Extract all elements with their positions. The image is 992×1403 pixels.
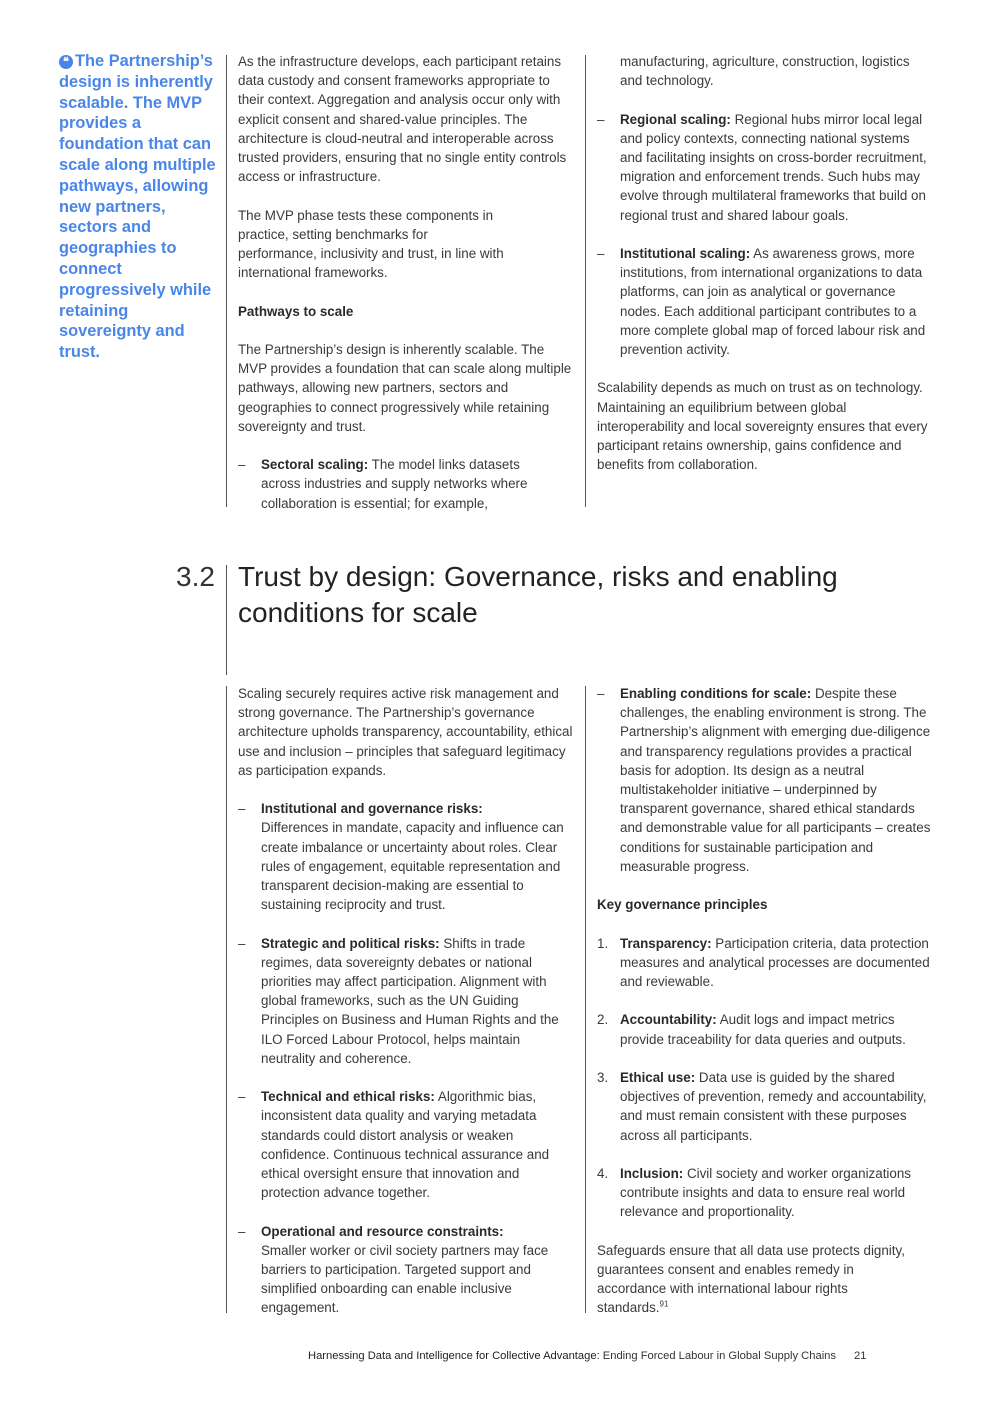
principle-title: Transparency: [620,935,712,951]
top-left-column [238,52,576,513]
paragraph: The MVP phase tests these components in practice, setting benchmarks for performance, inclusivity and trust, in line with international frameworks. [238,207,504,281]
bottom-right-column [597,684,935,1318]
footer-subtitle: Ending Forced Labour in Global Supply Chains [599,1350,836,1362]
section-title: Trust by design: Governance, risks and enabling conditions for scale [238,561,838,628]
bullet-marker: – [238,801,246,817]
bullet-marker: – [597,111,605,127]
paragraph-text: Safeguards ensure that all data use protects dignity, guarantees consent and enables remedy in accordance with international labour rights standards. [597,1242,905,1316]
principle-text: Civil society and worker organizations contribute insights and data to ensure real world relevance and proportionality. [620,1166,911,1220]
principle-item [597,1068,935,1145]
bullet-marker: – [597,246,605,261]
principle-text: Data use is guided by the shared objectives of prevention, remedy and accountability, and must remain consistent with these purposes across all participants. [620,1070,927,1143]
bullet-item [597,244,935,359]
risk-item [238,1222,581,1318]
bullet-text: Regional hubs mirror local legal and policy contexts, connecting national systems and facilitating insights on cross-border recruitment, migration and enforcement trends. Such hubs may evolve through multilateral frameworks that build on regional trust and shared labour goals. [620,111,927,223]
bullet-item [238,455,561,513]
footnote-ref[interactable]: 91 [659,1299,669,1309]
bullet-text: The model links datasets across industries and supply networks where collaboration is essential; for example, [261,457,528,511]
bullet-continuation [597,52,910,90]
paragraph: As the infrastructure develops, each participant retains data custody and consent frameworks appropriate to their context. Aggregation and analysis occur only with explicit consent and shared-value principles. The architecture is cloud-neutral and interoperable across trusted providers, ensuring that no single entity controls access or infrastructure. [238,54,567,185]
footer-title: Harnessing Data and Intelligence for Collective Advantage: [308,1350,600,1362]
bullet-title: Operational and resource constraints: [261,1223,504,1239]
bottom-left-column [238,684,574,1318]
paragraph: Scalability depends as much on trust as on technology. Maintaining an equilibrium between global interoperability and local sovereignty ensures that every participant retains ownership, gains confidence and benefits from collaboration. [597,380,928,473]
list-number: 1. [597,935,609,951]
bullet-item [597,110,935,225]
section-number: 3.2 [176,561,215,592]
risk-item [238,934,574,1068]
bullet-title: Regional scaling: [620,111,731,127]
bullet-text: As awareness grows, more institutions, from international organizations to data platforms, can join as analytical or governance nodes. Each additional participant contributes to a more complete global map of forced labour risk and prevention activity. [620,246,926,358]
bullet-text: manufacturing, agriculture, construction, logistics and technology. [620,54,910,89]
bullet-text: Shifts in trade regimes, data sovereignty debates or national priorities may affect participation. Alignment with global frameworks, such as the UN Guiding Principles on Business and Human Rights and the ILO Forced Labour Protocol, helps maintain neutrality and coherence. [261,935,559,1066]
bullet-text: Algorithmic bias, inconsistent data quality and varying metadata standards could distort analysis or weaken confidence. Continuous technical assurance and ethical oversight ensure that innovation and protection advance together. [261,1089,550,1201]
principle-title: Inclusion: [620,1166,684,1181]
subheading: Key governance principles [597,897,768,913]
principle-text: Audit logs and impact metrics provide traceability for data queries and outputs. [620,1012,906,1047]
bullet-text: Differences in mandate, capacity and influence can create imbalance or uncertainty about roles. Clear rules of engagement, equitable representation and transparent decision-making are essential to sustaining reciprocity and trust. [261,820,564,913]
page-footer [308,1347,866,1366]
bullet-title: Sectoral scaling: [261,457,369,473]
quote-icon: ❝ [59,55,73,69]
principle-title: Ethical use: [620,1070,696,1085]
bullet-item [597,684,935,876]
subheading: Pathways to scale [238,303,354,319]
top-right-column [597,52,935,474]
bullet-text: Smaller worker or civil society partners may face barriers to participation. Targeted support and simplified onboarding can enable inclusive engagement. [261,1242,549,1316]
risk-item [238,1087,574,1202]
list-number: 4. [597,1166,609,1181]
bullet-title: Strategic and political risks: [261,935,440,951]
bullet-marker: – [597,686,605,701]
page-number: 21 [854,1350,867,1362]
list-number: 3. [597,1070,609,1085]
column-divider [585,686,586,1313]
list-number: 2. [597,1012,609,1028]
paragraph [597,1241,907,1318]
paragraph: The Partnership’s design is inherently scalable. The MVP provides a foundation that can scale along multiple pathways, allowing new partners, sectors and geographies to connect progressively while retaining sovereignty and trust. [238,342,572,434]
bullet-marker: – [238,1223,246,1239]
bullet-title: Institutional scaling: [620,246,751,261]
bullet-marker: – [238,457,246,473]
bullet-title: Technical and ethical risks: [261,1089,435,1105]
column-divider [226,55,227,507]
column-divider [585,55,586,507]
section-divider [226,565,227,675]
pull-quote-text: The Partnership’s design is inherently scalable. The MVP provides a foundation that can scale along multiple pathways, allowing new partners, sectors and geographies to connect progressively while retaining sovereignty and trust. [59,52,216,362]
principle-item [597,934,935,992]
principle-text: Participation criteria, data protection measures and analytical processes are documented and reviewable. [620,935,930,990]
bullet-text: Despite these challenges, the enabling environment is strong. The Partnership’s alignment with emerging due-diligence and transparency regulations provides a practical basis for adoption. Its design as a neutral multistakeholder initiative – underpinned by transparent governance, shared ethical standards and demonstrable value for all participants – creates conditions for sustainable participation and measurable progress. [620,686,931,874]
bullet-marker: – [238,935,246,951]
principle-item [597,1164,935,1222]
principle-title: Accountability: [620,1012,717,1028]
bullet-title: Enabling conditions for scale: [620,686,812,701]
bullet-marker: – [238,1089,246,1105]
principle-item [597,1010,935,1048]
bullet-title: Institutional and governance risks: [261,801,483,817]
column-divider [226,686,227,1313]
pull-quote [59,51,219,363]
risk-item [238,799,574,914]
paragraph: Scaling securely requires active risk management and strong governance. The Partnership’s governance architecture upholds transparency, accountability, ethical use and inclusion – principles that safeguard legitimacy as participation expands. [238,686,573,778]
